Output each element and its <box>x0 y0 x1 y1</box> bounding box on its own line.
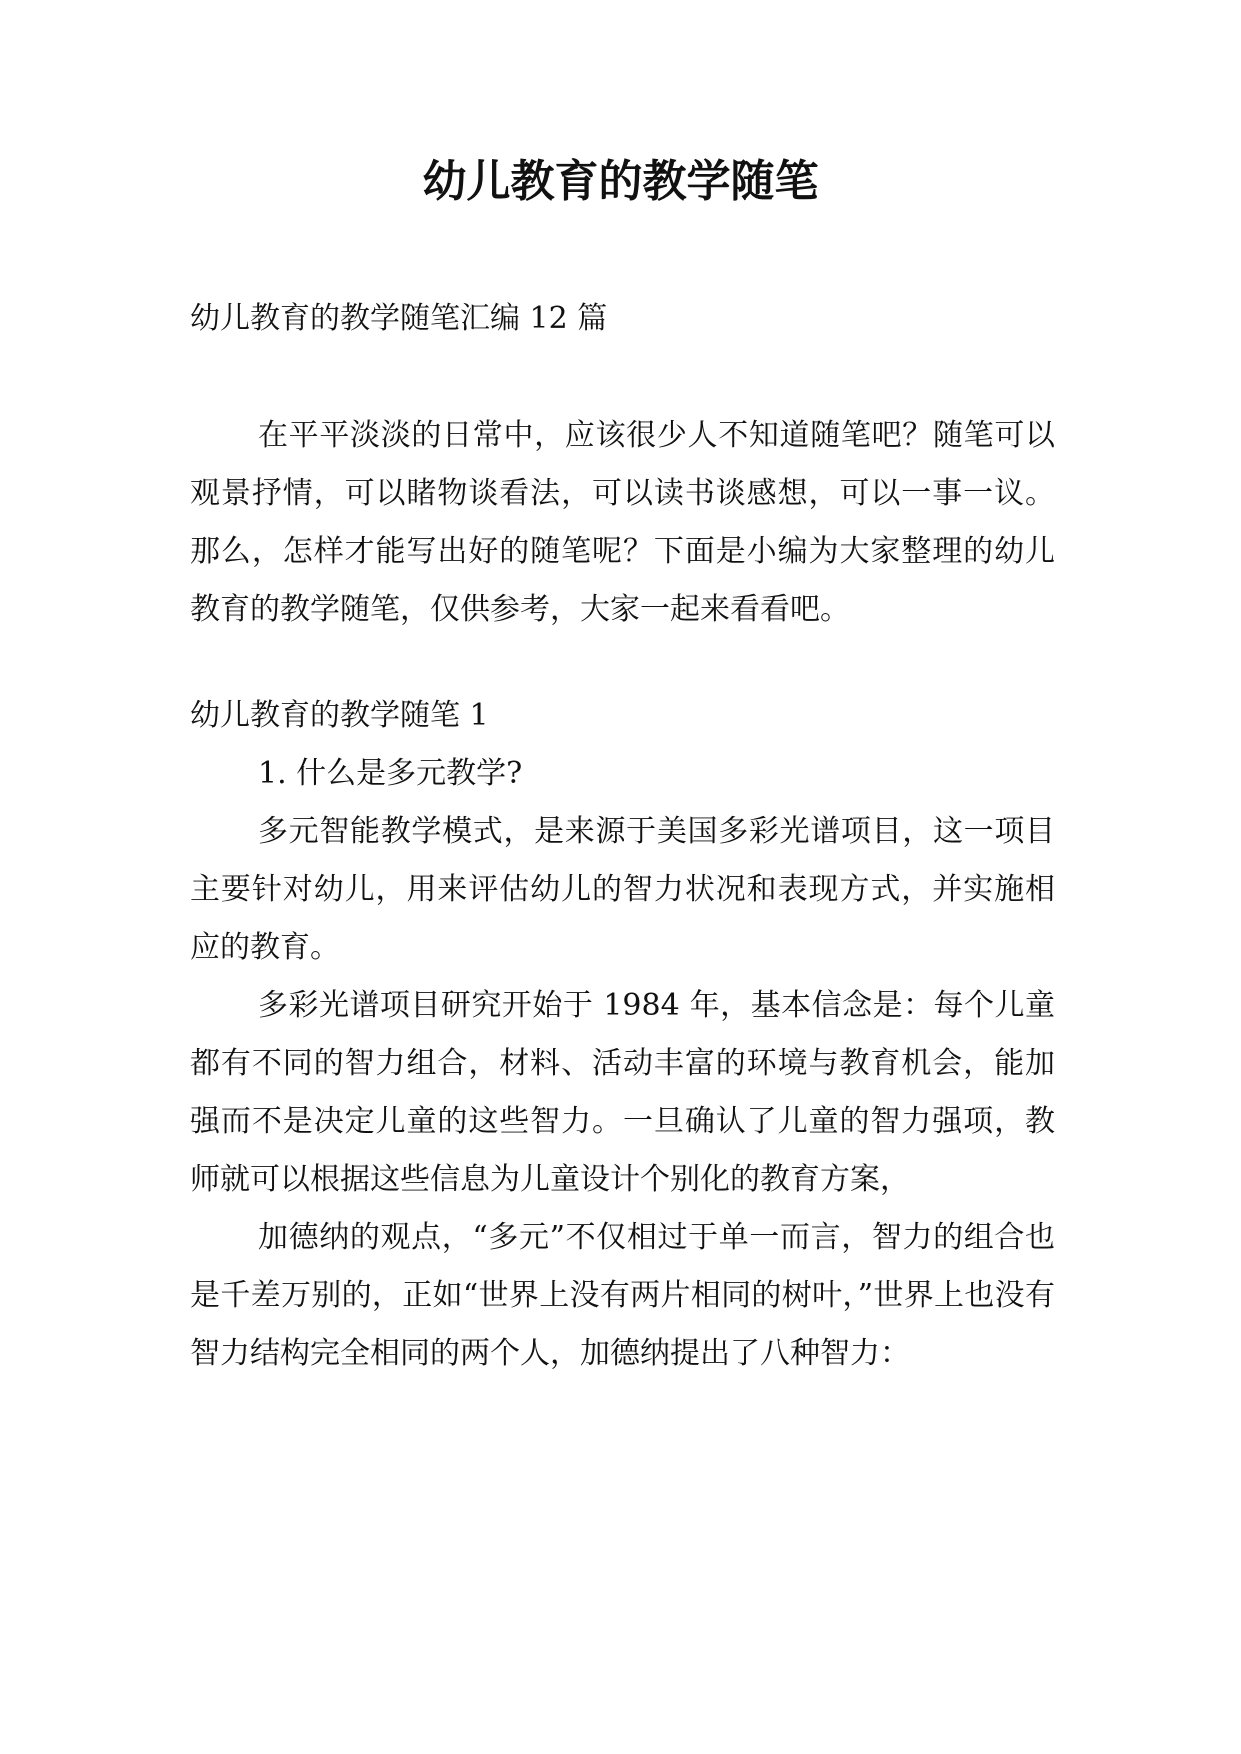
document-title: 幼儿教育的教学随笔 <box>422 156 819 207</box>
intro-paragraph: 在平平淡淡的日常中，应该很少人不知道随笔吧？随笔可以观景抒情，可以睹物谈看法，可以读书谈感想，可以一事一议。那么，怎样才能写出好的随笔呢？下面是小编为大家整理的幼儿教育的教学随笔，仅供参考，大家一起来看看吧。 <box>190 418 1055 627</box>
spacer <box>190 348 1055 407</box>
section-heading: 幼儿教育的教学随笔 1 <box>190 698 489 733</box>
document-subtitle: 幼儿教育的教学随笔汇编 12 篇 <box>190 301 608 336</box>
body-paragraph: 多元智能教学模式，是来源于美国多彩光谱项目，这一项目主要针对幼儿，用来评估幼儿的智力状况和表现方式，并实施相应的教育。 <box>190 814 1055 965</box>
spacer <box>190 639 1055 687</box>
question-line: 1. 什么是多元教学? <box>258 756 523 791</box>
body-paragraph: 加德纳的观点，“多元”不仅相过于单一而言，智力的组合也是千差万别的，正如“世界上没有两片相同的树叶，”世界上也没有智力结构完全相同的两个人，加德纳提出了八种智力： <box>190 1220 1055 1371</box>
body-paragraph: 多彩光谱项目研究开始于 1984 年，基本信念是：每个儿童都有不同的智力组合，材料、活动丰富的环境与教育机会，能加强而不是决定儿童的这些智力。一旦确认了儿童的智力强项，教师就可以根据这些信息为儿童设计个别化的教育方案， <box>190 988 1055 1197</box>
document-body <box>190 290 1055 1383</box>
